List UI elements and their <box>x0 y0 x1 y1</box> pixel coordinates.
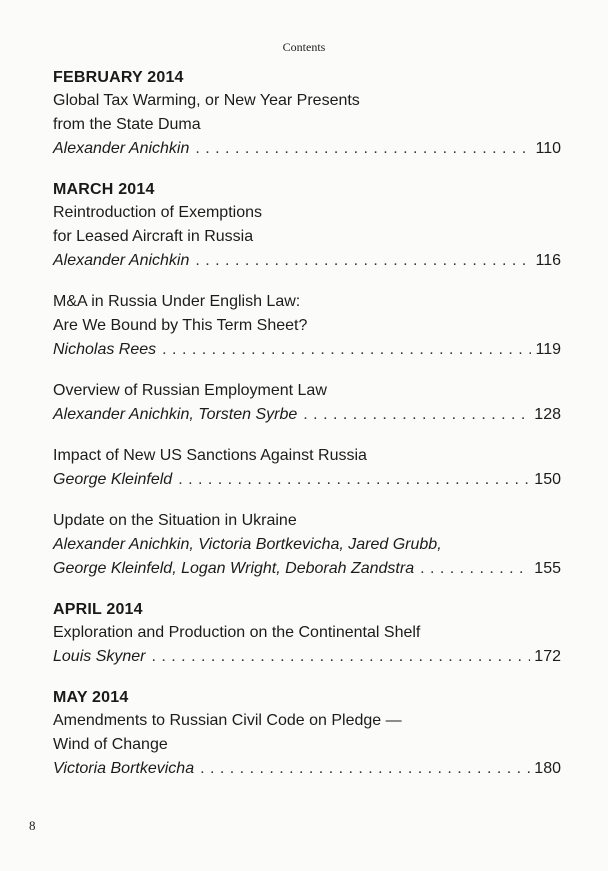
page-number: 8 <box>29 818 36 833</box>
toc-entry <box>53 379 561 427</box>
entry-title-line: Impact of New US Sanctions Against Russia <box>53 447 367 464</box>
table-of-contents <box>53 66 561 781</box>
entry-page-number: 119 <box>535 341 561 358</box>
entry-authors: Victoria Bortkevicha <box>53 760 195 777</box>
entry-author-row <box>53 249 561 273</box>
entry-page-number: 110 <box>535 140 561 157</box>
toc-entry <box>53 444 561 492</box>
entry-title-line: Overview of Russian Employment Law <box>53 382 327 399</box>
entry-page-number: 155 <box>534 560 561 577</box>
entry-page-number: 128 <box>534 406 561 423</box>
dot-leader <box>162 338 531 362</box>
entry-authors: Alexander Anichkin <box>53 252 190 269</box>
entry-authors: Alexander Anichkin, Torsten Syrbe <box>53 406 298 423</box>
entry-title-line: M&A in Russia Under English Law: <box>53 293 301 310</box>
section-heading: FEBRUARY 2014 <box>53 69 184 86</box>
section-heading: MAY 2014 <box>53 689 129 706</box>
entry-page-number: 150 <box>534 471 561 488</box>
section-heading: MARCH 2014 <box>53 181 155 198</box>
dot-leader <box>195 137 531 161</box>
toc-section <box>53 686 561 781</box>
dot-leader <box>420 557 530 581</box>
entry-author-row <box>53 468 561 492</box>
entry-authors: Alexander Anichkin <box>53 140 190 157</box>
entry-authors: Louis Skyner <box>53 648 146 665</box>
entry-authors: George Kleinfeld, Logan Wright, Deborah Zandstra <box>53 560 415 577</box>
toc-section <box>53 178 561 581</box>
entry-title-line: Update on the Situation in Ukraine <box>53 512 297 529</box>
dot-leader <box>152 645 531 669</box>
toc-entry <box>53 290 561 362</box>
entry-title-line: Global Tax Warming, or New Year Presents <box>53 92 360 109</box>
section-heading: APRIL 2014 <box>53 601 143 618</box>
toc-entry <box>53 621 561 669</box>
running-head: Contents <box>282 40 326 54</box>
entry-author-row <box>53 403 561 427</box>
entry-author-row <box>53 338 561 362</box>
entry-title-line: from the State Duma <box>53 116 201 133</box>
entry-author-row <box>53 137 561 161</box>
toc-entry <box>53 89 561 161</box>
dot-leader <box>200 757 530 781</box>
entry-page-number: 172 <box>534 648 561 665</box>
toc-section <box>53 66 561 161</box>
toc-entry <box>53 201 561 273</box>
entry-title-line: Exploration and Production on the Continental Shelf <box>53 624 421 641</box>
entry-title-line: Amendments to Russian Civil Code on Pledge — <box>53 712 402 729</box>
entry-page-number: 180 <box>534 760 561 777</box>
toc-section <box>53 598 561 669</box>
entry-author-row <box>53 557 561 581</box>
dot-leader <box>303 403 530 427</box>
entry-author-line: Alexander Anichkin, Victoria Bortkevicha, Jared Grubb, <box>53 536 442 553</box>
entry-title-line: Wind of Change <box>53 736 168 753</box>
entry-title-line: Are We Bound by This Term Sheet? <box>53 317 308 334</box>
entry-page-number: 116 <box>535 252 561 269</box>
toc-entry <box>53 709 561 781</box>
entry-title-line: for Leased Aircraft in Russia <box>53 228 254 245</box>
toc-entry <box>53 509 561 581</box>
entry-author-row <box>53 757 561 781</box>
entry-title-line: Reintroduction of Exemptions <box>53 204 262 221</box>
entry-author-row <box>53 645 561 669</box>
dot-leader <box>195 249 531 273</box>
dot-leader <box>178 468 530 492</box>
entry-authors: George Kleinfeld <box>53 471 173 488</box>
entry-authors: Nicholas Rees <box>53 341 157 358</box>
